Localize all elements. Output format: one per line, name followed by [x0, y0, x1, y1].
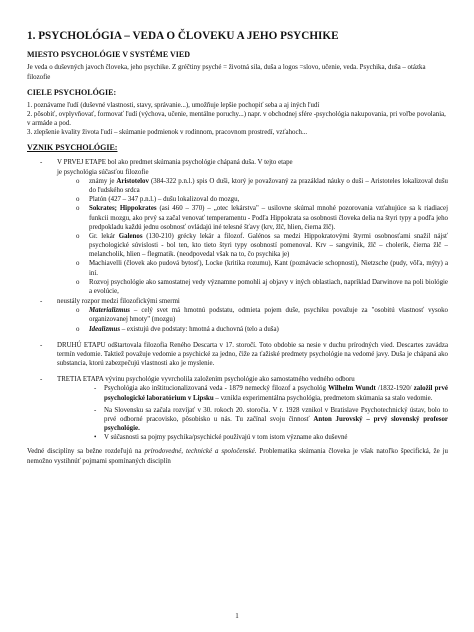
sublist	[57, 306, 448, 334]
circle-bullet: o	[76, 325, 80, 333]
circle-bullet: o	[76, 205, 80, 213]
list-text: neustály rozpor medzi filozofickými smermi	[57, 298, 180, 306]
dash-bullet: -	[40, 159, 43, 167]
list-item-slovakia	[57, 406, 448, 434]
document-title: 1. PSYCHOLÓGIA – VEDA O ČLOVEKU A JEHO PSYCHIKE	[27, 30, 339, 42]
list-item-today	[57, 433, 448, 442]
text: – celý svet má hmotnú podstatu, odmieta pojem duše, psychiku považuje za "osobitú vlastnosť vysoko organizovanej hmoty" (mozgu)	[89, 307, 448, 324]
bullet: •	[94, 434, 97, 442]
text-laboratory: založil prvé psychologické laboratórium v Lipsku	[104, 385, 448, 402]
list-item-hippokrates	[57, 204, 448, 232]
dash-bullet: -	[40, 298, 43, 306]
term-idealism: Idealizmus	[89, 325, 121, 333]
text: Psychológia ako inštitucionalizovaná veda - 1879 nemecký filozof a psychológ	[104, 385, 329, 393]
closing-paragraph	[27, 447, 448, 465]
section-heading: CIELE PSYCHOLÓGIE:	[27, 87, 117, 97]
page-number: 1	[235, 612, 239, 620]
goal-item: 1. poznávame ľudí (duševné vlastnosti, stavy, správanie...), umožňuje lepšie pochopiť seba a aj iných ľudí	[27, 101, 320, 109]
circle-bullet: o	[76, 232, 80, 240]
section-heading: VZNIK PSYCHOLÓGIE:	[27, 143, 118, 153]
list-text: DRUHÚ ETAPU odštartovala filozofia Reného Descarta v 17. storočí. Toto obdobie sa nesie v duchu prírodných vied. Descartes zavádza termín vedomie. Taktiež považuje vedomie a psychické za jedno, čiže za ťažiské predmety psychológie na vedomé javy. Duša je chápaná ako substancia, ktorú zabezpečujú vlastnosti ako je myslenie.	[57, 341, 448, 368]
list-text: V PRVEJ ETAPE bol ako predmet skúmania psychológie chápaná duša. V tejto etape	[57, 159, 293, 167]
list-item-materialism	[57, 306, 448, 324]
list-item-idealism	[57, 325, 448, 334]
text: – vznikla experimentálna psychológia, predmetom skúmania sa stalo vedomie.	[213, 394, 433, 402]
list-item-development	[57, 278, 448, 296]
dash-bullet: -	[40, 341, 43, 349]
text: Vedné disciplíny sa bežne rozdeľujú na	[27, 448, 145, 456]
text: (384-322 p.n.l.) spis O duši, ktorý je považovaný za prazáklad náuky o duši – Aristoteles lokalizoval dušu do ľudského srdca	[89, 177, 449, 194]
list-text: TRETIA ETAPA vývinu psychológie vyvrcholila založením psychológie ako samostatného vedného odboru	[57, 376, 355, 384]
sublist	[57, 384, 448, 442]
list-item-aristotle	[57, 177, 448, 195]
section-goals	[27, 88, 448, 138]
circle-bullet: o	[76, 177, 80, 185]
section-origin	[27, 143, 448, 465]
list-item-dispute	[27, 297, 448, 334]
text: Gr. lekár	[89, 232, 119, 240]
text: Machiavelli (človek ako pudová bytosť), Locke (kritika rozumu), Kant (poznávacie schopnosti), Nietzsche (pudy, vôľa, mýty) a iní.	[89, 260, 448, 277]
text: /1832-1920/	[375, 385, 414, 393]
goal-item: 3. zlepšenie kvality života ľudí – skúmanie podmienok v rodinnom, pracovnom prostredí, vzťahoch...	[27, 129, 308, 137]
text: (asi 460 – 370) – „otec lekárstva" – usilovne skúmal mnohé pozorovania vzťahujúce sa k riadiacej funkcii mozgu, ako prvý sa začal venovať temperamentu - Podľa Hippokrata sa osobnosti človeka delia na štyri typy a podľa jeho predpokladu každú jednu osobnosť ovládajú iné telesné šťavy (krv, žlč, hlien, čierna žlč).	[89, 205, 449, 231]
name-wundt: Wilhelm Wundt	[328, 385, 376, 393]
text: známy je	[89, 177, 117, 185]
sublist	[57, 177, 448, 296]
origin-list	[27, 158, 448, 442]
section-heading: MIESTO PSYCHOLÓGIE V SYSTÉME VIED	[27, 50, 191, 60]
name-hippokrates: Sokrates; Hippokrates	[89, 205, 157, 213]
list-item-second-stage	[27, 341, 448, 369]
circle-bullet: o	[76, 278, 80, 286]
list-item-platon	[57, 195, 448, 204]
text: V súčasnosti sa pojmy psychika/psychické používajú v tom istom význame ako duševné	[104, 434, 348, 442]
text-professor: – prvý slovenský profesor psychológie.	[104, 415, 448, 433]
list-text: je psychológia súčasťou filozofie	[57, 168, 149, 176]
text: – existujú dve podstaty: hmotná a duchovná (telo a duša)	[120, 325, 279, 333]
goal-item: 2. pôsobiť, ovplyvňovať, formovať ľudí (výchova, učenie, mentálne poruchy...) napr. v obchodnej sfére -psychológia nakupovania, pri voľbe povolania, v armáde a pod.	[27, 110, 446, 128]
text: Na Slovensku sa začala rozvíjať v 30. rokoch 20. storočia. V r. 1928 vznikol v Bratislave Psychotechnický ústav, bolo to prvé odborné pracovisko, pôsobisko u nás. Tu začínal svoju činnosť	[104, 406, 448, 423]
paragraph: Je veda o duševných javoch človeka, jeho psychike. Z gréčtiny psyché = životná sila, duša a logos =slovo, učenie, veda. Psychika, duša – otázka filozofie	[27, 64, 426, 81]
term-materialism: Materializmus	[89, 307, 130, 315]
list-item-third-stage	[27, 375, 448, 442]
text: (130-210) grécky lekár a filozof. Galénos sa medzi Hippokratovými štyrmi osobnosťami snažil nájsť psychologické súvislosti - bol ten, kto tieto štyri typy osobností pomenoval. Krv – sangvinik, žlč – cholerik, čierna žlč – melancholik, hlien – flegmatik. (neodpovedal však na to, čo psychika je)	[89, 232, 448, 259]
dash-bullet: -	[40, 376, 43, 384]
name-aristotle: Aristotelov	[116, 177, 149, 185]
section-place-of-psychology	[27, 50, 448, 81]
dash-bullet: -	[94, 385, 97, 393]
list-item-wundt	[57, 384, 448, 402]
name-galenos: Galenos	[118, 232, 143, 240]
circle-bullet: o	[76, 196, 80, 204]
name-jurovsky: Anton Jurovský	[313, 415, 363, 423]
dash-bullet: -	[94, 406, 97, 414]
text: Rozvoj psychológie ako samostatnej vedy významne pomohli aj objavy v iných oblastiach, napríklad Darwinove na poli biológie a evolúcie,	[89, 278, 448, 295]
circle-bullet: o	[76, 307, 80, 315]
text: . Problematika skúmania človeka je však natoľko špecifická, že ju nemožno vystihnúť pojmami spomínaných disciplín	[27, 448, 448, 465]
list-item-first-stage	[27, 158, 448, 296]
list-item-machiavelli	[57, 259, 448, 277]
circle-bullet: o	[76, 260, 80, 268]
list-item-galenos	[57, 232, 448, 260]
disciplines-emphasis: prírodovedné, technické a spoločenské	[144, 448, 255, 456]
text: Platón (427 – 347 p.n.l.) – dušu lokalizoval do mozgu,	[89, 196, 240, 204]
